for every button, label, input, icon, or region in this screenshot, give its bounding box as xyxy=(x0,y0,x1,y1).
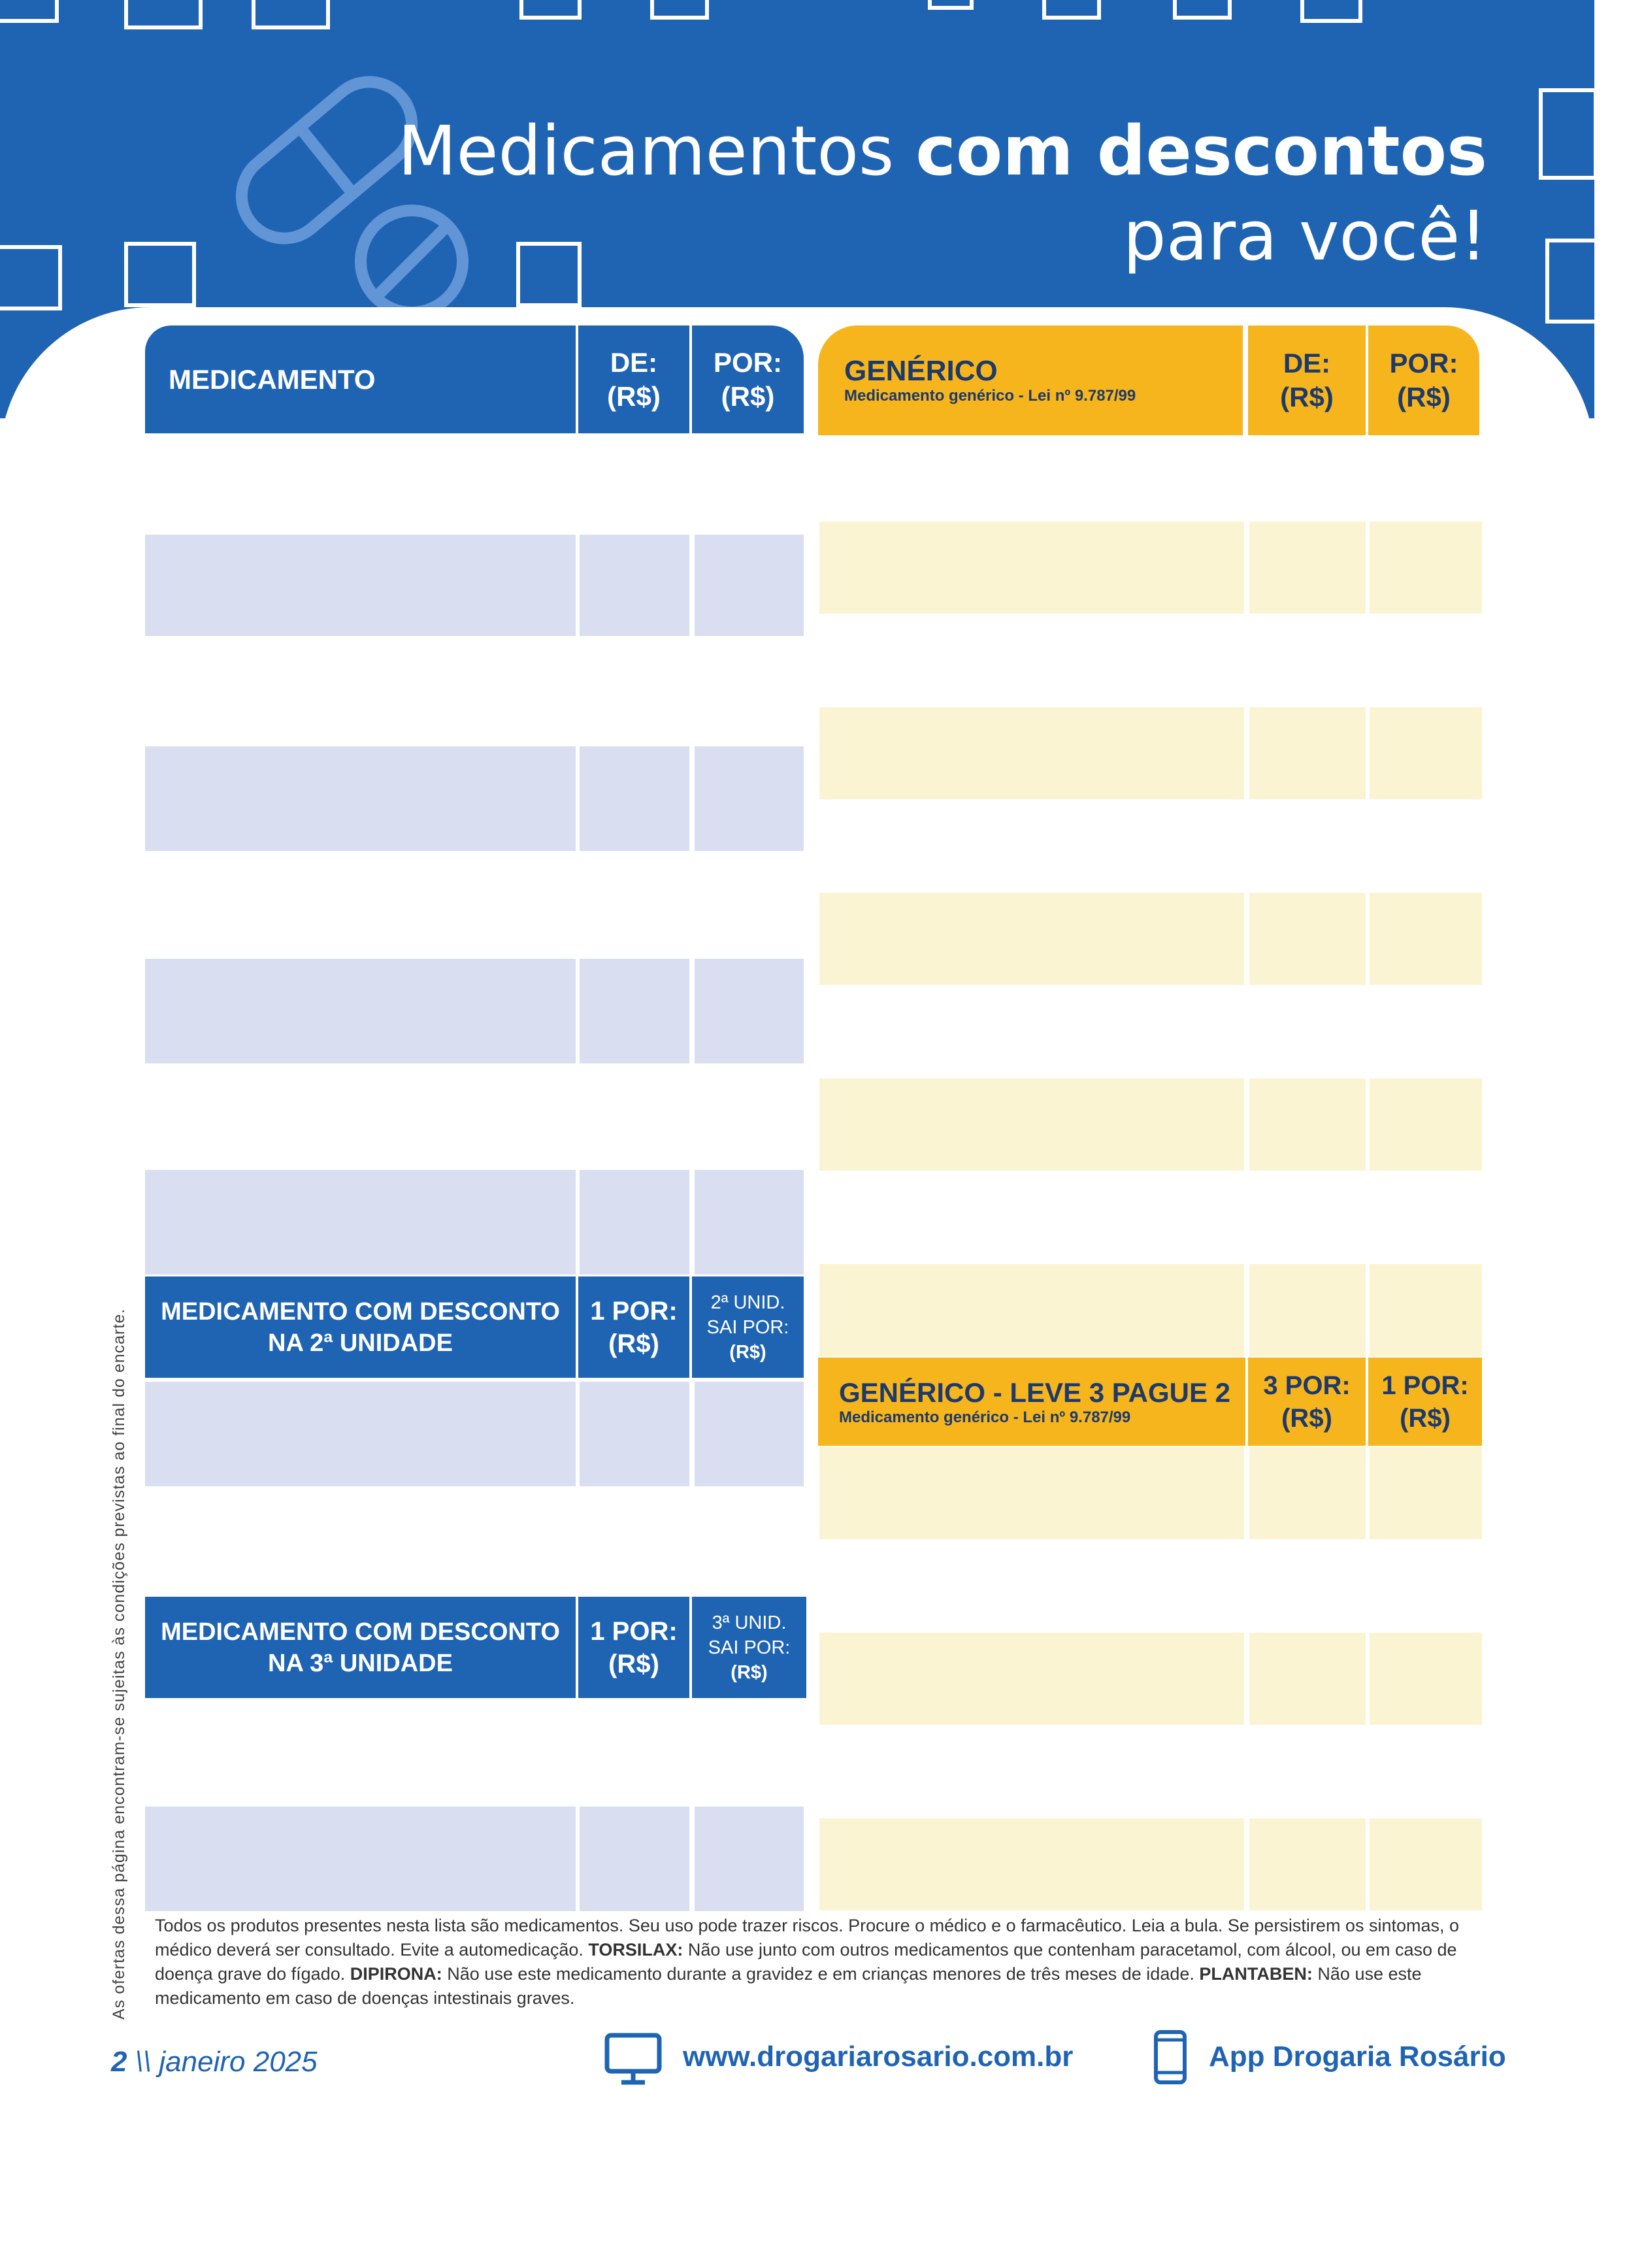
table-cell xyxy=(580,746,689,851)
decor-square xyxy=(252,0,330,29)
table-row xyxy=(819,893,1244,985)
table-row xyxy=(819,1633,1244,1725)
table-row xyxy=(145,1807,576,1911)
generico-por-header: POR: (R$) xyxy=(1368,325,1479,435)
page-subtitle: para você! xyxy=(1123,196,1487,276)
table-cell xyxy=(1370,893,1482,985)
table-cell xyxy=(1249,1078,1366,1171)
decor-square xyxy=(124,0,203,29)
legal-disclaimer: Todos os produtos presentes nesta lista são medicamentos. Seu uso pode trazer riscos. Procure o médico e o farmacêutico. Leia a bula. Se persistirem os sintomas, o médico deverá ser consultado. Evite a automedicação. TORSILAX: Não use junto com outros medicamentos que contenham paracetamol, com álcool, ou em caso de doença grave do fígado. DIPIRONA: Não use este medicamento durante a gravidez e em crianças menores de três meses de idade. PLANTABEN: Não use este medicamento em caso de doenças intestinais graves. xyxy=(155,1916,1460,2008)
table-cell xyxy=(695,959,804,1063)
pill-icon xyxy=(216,72,490,320)
table-row xyxy=(819,1078,1244,1171)
decor-square xyxy=(650,0,709,20)
medicamento-por-header: POR: (R$) xyxy=(692,325,804,433)
table-cell xyxy=(1249,707,1366,799)
table-cell xyxy=(1370,522,1482,614)
table-cell xyxy=(1249,893,1366,985)
decor-square xyxy=(1173,0,1232,20)
decor-square xyxy=(0,245,62,310)
table-row xyxy=(145,535,576,636)
table-cell xyxy=(1370,707,1482,799)
decor-square xyxy=(0,0,59,23)
table-row xyxy=(145,959,576,1063)
table-cell xyxy=(1370,1633,1482,1725)
table-cell xyxy=(580,535,689,636)
generico-header: GENÉRICO Medicamento genérico - Lei nº 9.787/99 xyxy=(818,325,1243,435)
leve3-col2: 1 POR: (R$) xyxy=(1368,1358,1482,1446)
table-row xyxy=(145,1170,576,1275)
table-cell xyxy=(695,1807,804,1911)
table-cell xyxy=(695,1382,804,1486)
table-cell xyxy=(580,959,689,1063)
site-link[interactable]: www.drogariarosario.com.br xyxy=(683,2041,1074,2073)
table-row xyxy=(145,746,576,851)
decor-square xyxy=(1042,0,1101,20)
monitor-icon xyxy=(604,2033,663,2086)
medicamento-header: MEDICAMENTO xyxy=(145,325,576,433)
desconto-2-col2: 2ª UNID. SAI POR: (R$) xyxy=(692,1276,804,1378)
decor-square xyxy=(519,0,582,20)
table-cell xyxy=(1370,1078,1482,1171)
table-row xyxy=(819,522,1244,614)
decor-square xyxy=(928,0,974,10)
generico-de-header: DE: (R$) xyxy=(1248,325,1366,435)
table-cell xyxy=(695,535,804,636)
table-cell xyxy=(580,1807,689,1911)
table-row xyxy=(819,1264,1244,1356)
decor-square xyxy=(1539,88,1598,180)
table-cell xyxy=(1249,1264,1366,1356)
phone-icon xyxy=(1153,2029,1187,2085)
desconto-3-col2: 3ª UNID. SAI POR: (R$) xyxy=(692,1597,806,1698)
table-cell xyxy=(1370,1818,1482,1910)
decor-square xyxy=(1545,239,1604,324)
table-row xyxy=(819,1447,1244,1539)
desconto-2-header: MEDICAMENTO COM DESCONTO NA 2ª UNIDADE xyxy=(145,1276,576,1378)
table-cell xyxy=(695,746,804,851)
table-cell xyxy=(1370,1447,1482,1539)
table-row xyxy=(819,707,1244,799)
table-cell xyxy=(580,1170,689,1275)
table-cell xyxy=(1249,522,1366,614)
table-cell xyxy=(1249,1818,1366,1910)
decor-square xyxy=(516,242,582,307)
table-row xyxy=(819,1818,1244,1910)
page-title: Medicamentos com descontos xyxy=(397,111,1487,191)
desconto-3-header: MEDICAMENTO COM DESCONTO NA 3ª UNIDADE xyxy=(145,1597,576,1698)
table-cell xyxy=(580,1382,689,1486)
decor-square xyxy=(1300,0,1362,23)
desconto-3-col1: 1 POR: (R$) xyxy=(578,1597,689,1698)
side-note: As ofertas dessa página encontram-se sujeitas às condições previstas ao final do encarte. xyxy=(110,1308,128,2020)
desconto-2-col1: 1 POR: (R$) xyxy=(578,1276,689,1378)
medicamento-de-header: DE: (R$) xyxy=(578,325,689,433)
page-number: 2 \\ janeiro 2025 xyxy=(111,2046,318,2078)
decor-square xyxy=(124,242,196,307)
table-cell xyxy=(1249,1447,1366,1539)
leve3-header: GENÉRICO - LEVE 3 PAGUE 2 Medicamento genérico - Lei nº 9.787/99 xyxy=(818,1358,1245,1446)
table-cell xyxy=(1370,1264,1482,1356)
leve3-col1: 3 POR: (R$) xyxy=(1248,1358,1366,1446)
table-cell xyxy=(695,1170,804,1275)
app-link[interactable]: App Drogaria Rosário xyxy=(1209,2041,1506,2073)
table-cell xyxy=(1249,1633,1366,1725)
table-row xyxy=(145,1382,576,1486)
